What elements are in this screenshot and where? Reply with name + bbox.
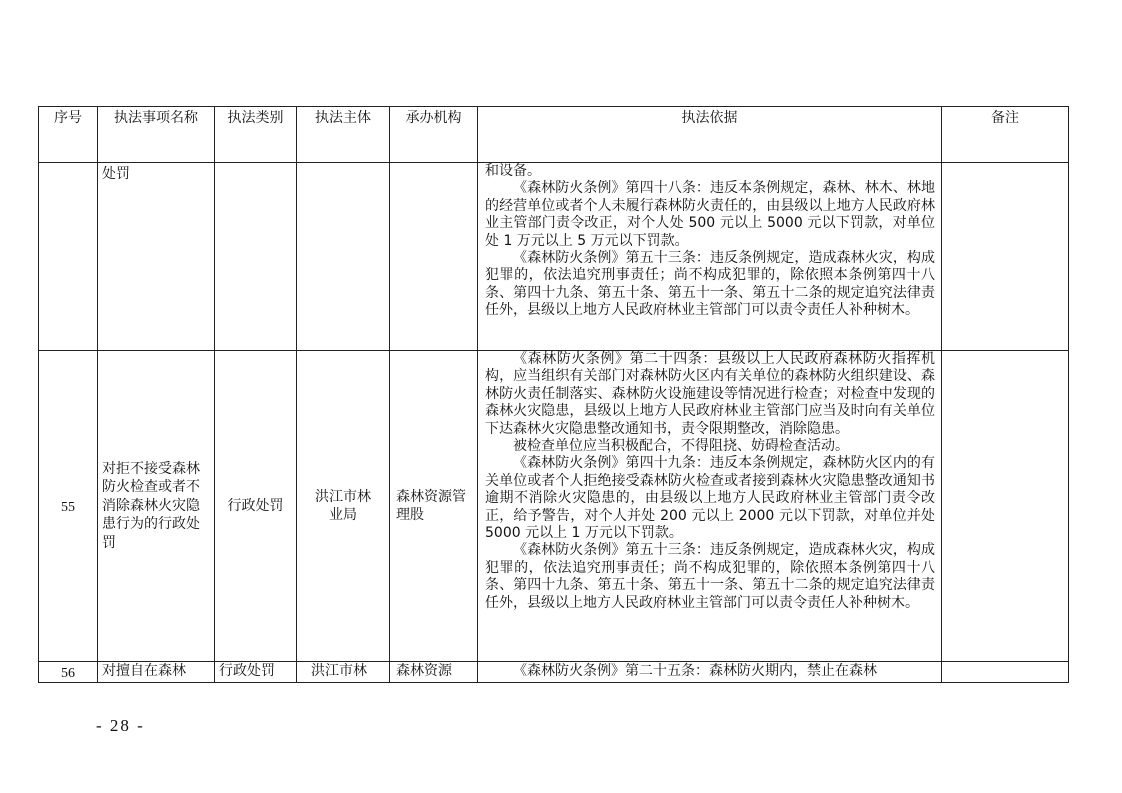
basis-paragraph: 和设备。 [485, 163, 541, 179]
header-basis: 执法依据 [478, 107, 942, 163]
cell-remark [942, 163, 1069, 351]
cell-basis [478, 163, 942, 351]
cell-basis: 《森林防火条例》第二十五条：森林防火期内，禁止在森林 [478, 662, 942, 683]
cell-category [215, 163, 297, 351]
basis-paragraph: 《森林防火条例》第五十三条：违反条例规定，造成森林火灾，构成犯罪的，依法追究刑事责任；尚不构成犯罪的，除依照本条例第四十八条、第四十九条、第五十条、第五十一条、第五十二条的规定追究法律责任外，县级以上地方人民政府林业主管部门可以责令责任人补种树木。 [485, 542, 935, 611]
cell-agency [390, 163, 478, 351]
cell-remark [942, 351, 1069, 662]
enforcement-table [38, 106, 1069, 683]
basis-paragraph: 《森林防火条例》第四十八条：违反本条例规定，森林、林木、林地的经营单位或者个人未履行森林防火责任的，由县级以上地方人民政府林业主管部门责令改正，对个人处 500 元以上 5000 元以下罚款，对单位处 1 万元以上 5 万元以下罚款。 [485, 180, 935, 249]
basis-text [478, 351, 941, 612]
table-row [39, 662, 1069, 683]
cell-agency: 森林资源 [390, 662, 478, 683]
header-item-name: 执法事项名称 [98, 107, 215, 163]
cell-subject: 洪江市林业局 [297, 351, 390, 662]
cell-no [39, 163, 98, 351]
header-remark: 备注 [942, 107, 1069, 163]
table-header-row [39, 107, 1069, 163]
cell-no: 56 [39, 662, 98, 683]
cell-subject [297, 163, 390, 351]
cell-item-name: 对擅自在森林 [98, 662, 215, 683]
cell-category: 行政处罚 [215, 662, 297, 683]
cell-item-name: 对拒不接受森林防火检查或者不消除森林火灾隐患行为的行政处罚 [98, 351, 215, 662]
cell-category: 行政处罚 [215, 351, 297, 662]
basis-paragraph: 《森林防火条例》第二十四条：县级以上人民政府森林防火指挥机构，应当组织有关部门对森林防火区内有关单位的森林防火组织建设、森林防火责任制落实、森林防火设施建设等情况进行检查；对检查中发现的森林火灾隐患，县级以上地方人民政府林业主管部门应当及时向有关单位下达森林火灾隐患整改通知书，责令限期整改，消除隐患。 [485, 351, 935, 437]
basis-text [478, 163, 941, 320]
cell-no: 55 [39, 351, 98, 662]
basis-paragraph: 《森林防火条例》第四十九条：违反本条例规定，森林防火区内的有关单位或者个人拒绝接受森林防火检查或者接到森林火灾隐患整改通知书逾期不消除火灾隐患的，由县级以上地方人民政府林业主管部门责令改正，给予警告，对个人并处 200 元以上 2000 元以下罚款，对单位并处 5000 元以上 1 万元以下罚款。 [485, 455, 935, 542]
table-row [39, 351, 1069, 662]
page-number: - 28 - [96, 716, 145, 735]
header-subject: 执法主体 [297, 107, 390, 163]
cell-remark [942, 662, 1069, 683]
basis-paragraph: 《森林防火条例》第五十三条：违反条例规定，造成森林火灾，构成犯罪的，依法追究刑事责任；尚不构成犯罪的，除依照本条例第四十八条、第四十九条、第五十条、第五十一条、第五十二条的规定追究法律责任外，县级以上地方人民政府林业主管部门可以责令责任人补种树木。 [485, 250, 935, 319]
cell-agency: 森林资源管理股 [390, 351, 478, 662]
basis-paragraph: 被检查单位应当积极配合，不得阻挠、妨碍检查活动。 [513, 438, 849, 455]
cell-subject: 洪江市林 [297, 662, 390, 683]
header-agency: 承办机构 [390, 107, 478, 163]
header-category: 执法类别 [215, 107, 297, 163]
header-no: 序号 [39, 107, 98, 163]
cell-item-name: 处罚 [98, 163, 215, 351]
table-row [39, 163, 1069, 351]
cell-basis [478, 351, 942, 662]
